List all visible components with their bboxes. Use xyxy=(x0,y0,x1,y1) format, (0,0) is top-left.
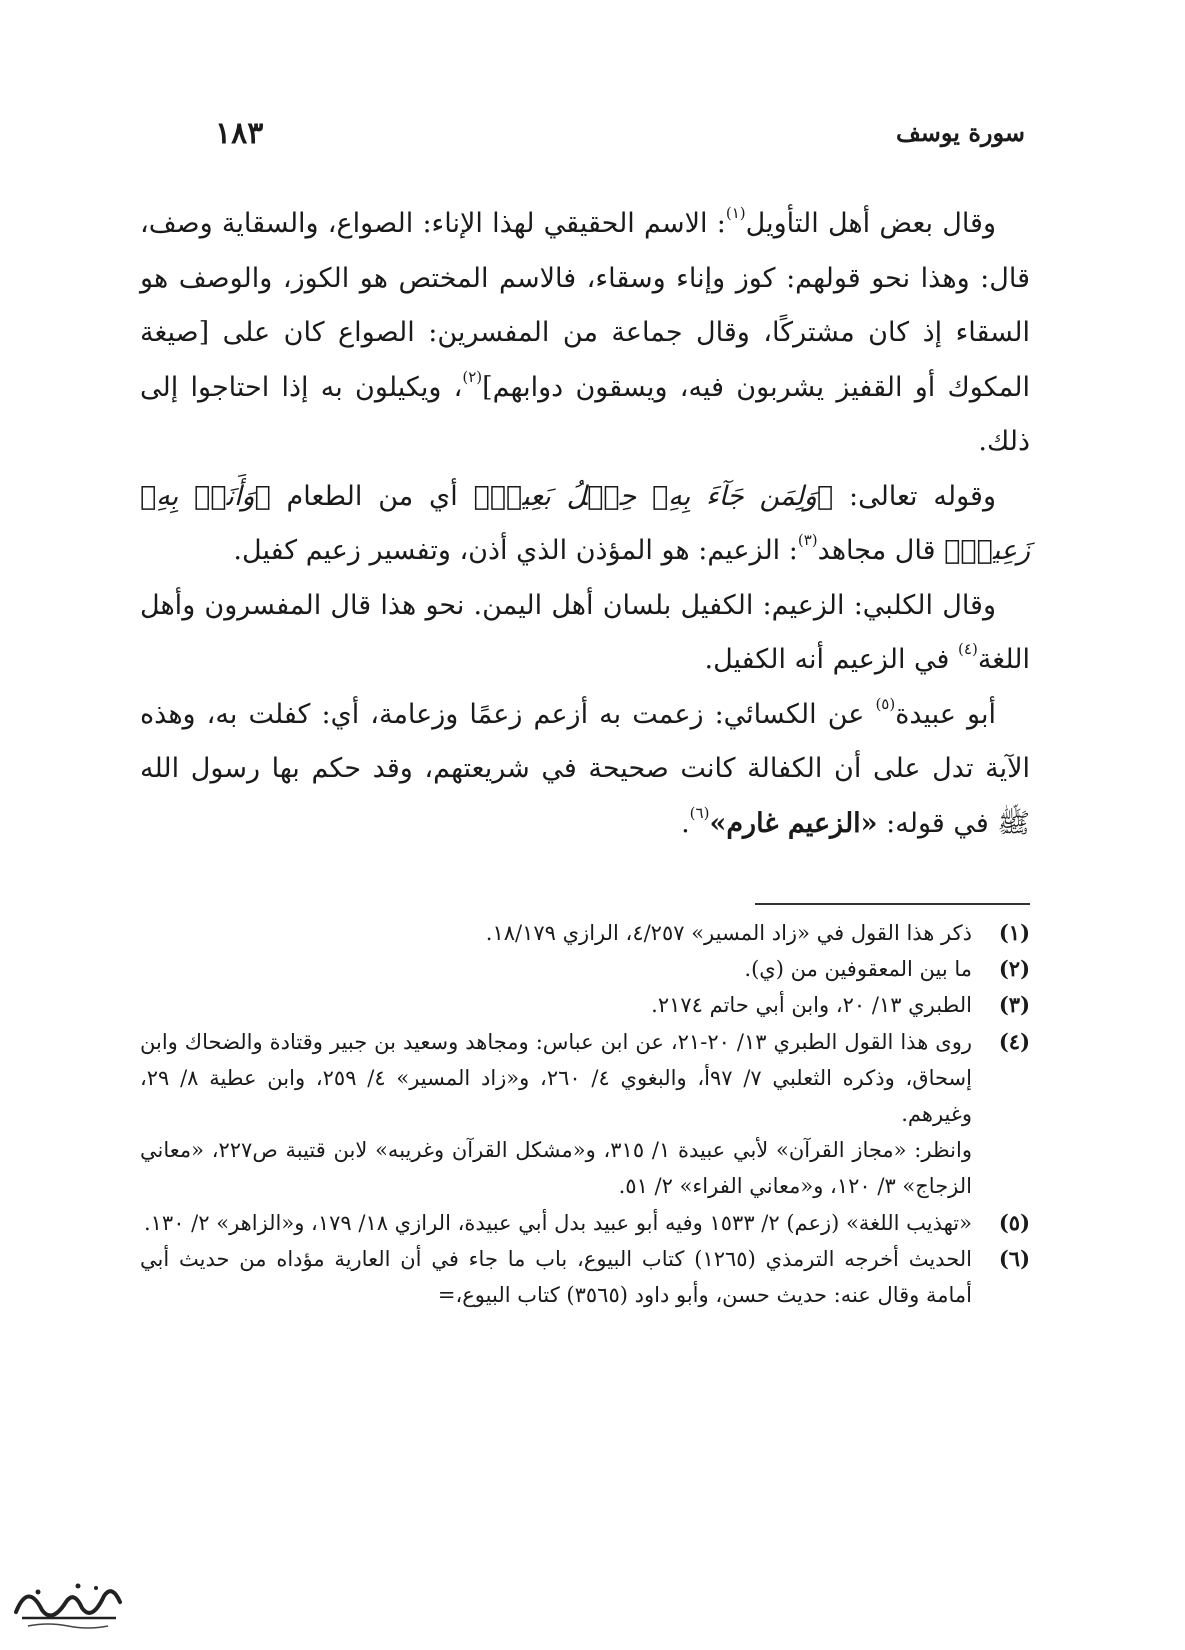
footnote-text: الطبري ١٣/ ٢٠، وابن أبي حاتم ٢١٧٤. xyxy=(651,993,972,1018)
quran-verse-1: ﴿وَلِمَن جَآءَ بِهِۦ حِمۡلُ بَعِيرٖ﴾ xyxy=(473,480,834,512)
p1-text-a: وقال بعض أهل التأويل xyxy=(745,208,996,239)
footnote-3 xyxy=(140,987,1030,1023)
p4-text-b: عن الكسائي: زعمت به أزعم زعمًا وزعامة، أي: كفلت به، وهذه الآية تدل على أن الكفالة كانت صحيحة في شريعتهم، وقد حكم بها رسول الله ﷺ في قوله: xyxy=(140,698,1030,839)
footnote-text: ما بين المعقوفين من (ي). xyxy=(744,957,972,982)
footnote-5 xyxy=(140,1205,1030,1241)
hadith-quote: «الزعيم غارم» xyxy=(709,807,878,839)
footnote-number: (٢) xyxy=(998,956,1030,982)
page-number: ١٨٣ xyxy=(215,116,264,151)
footnote-text: الحديث أخرجه الترمذي (١٢٦٥) كتاب البيوع، باب ما جاء في أن العارية مؤداه من حديث أبي أمامة وقال عنه: حديث حسن، وأبو داود (٣٥٦٥) كتاب البيوع،= xyxy=(140,1246,972,1308)
footnote-text-continued: وانظر: «مجاز القرآن» لأبي عبيدة ١/ ٣١٥، و«مشكل القرآن وغريبه» لابن قتيبة ص٢٢٧، «معاني الزجاج» ٣/ ١٢٠، و«معاني الفراء» ٢/ ٥١. xyxy=(140,1138,972,1199)
footnote-number: (٦) xyxy=(998,1245,1030,1271)
footnote-ref-6[interactable]: (٦) xyxy=(689,803,710,822)
p4-text-a: أبو عبيدة xyxy=(895,698,996,730)
footnote-ref-1[interactable]: (١) xyxy=(725,204,746,222)
footnote-ref-2[interactable]: (٢) xyxy=(462,367,483,386)
footnote-2 xyxy=(140,951,1030,987)
footnote-ref-3[interactable]: (٣) xyxy=(797,531,818,549)
footnote-text: «تهذيب اللغة» (زعم) ٢/ ١٥٣٣ وفيه أبو عبيد بدل أبي عبيدة، الرازي ١٨/ ١٧٩، و«الزاهر» ٢/ ١٣٠. xyxy=(143,1210,972,1235)
p1-text-c: ، ويكيلون به إذا احتاجوا إلى ذلك. xyxy=(140,371,1030,457)
footnote-ref-5[interactable]: (٥) xyxy=(875,694,896,713)
surah-title: سورة يوسف xyxy=(895,118,1025,147)
footnote-1 xyxy=(140,915,1030,951)
p2-text-a: وقوله تعالى: xyxy=(833,480,996,512)
footnote-text: ذكر هذا القول في «زاد المسير» ٤/٢٥٧، الرازي ١٨/١٧٩. xyxy=(485,921,972,945)
paragraph-3 xyxy=(140,579,1030,688)
p3-text-a: وقال الكلبي: الزعيم: الكفيل بلسان أهل اليمن. نحو هذا قال المفسرون وأهل اللغة xyxy=(140,589,1030,675)
p3-text-b: في الزعيم أنه الكفيل. xyxy=(704,644,959,675)
paragraph-4 xyxy=(140,688,1030,852)
footnote-4 xyxy=(140,1024,1030,1205)
footnote-ref-4[interactable]: (٤) xyxy=(958,640,978,658)
footnote-number: (١) xyxy=(998,920,1030,945)
p2-text-b: أي من الطعام xyxy=(270,480,474,512)
footnotes-section xyxy=(140,915,1030,1313)
p1-text-b: : الاسم الحقيقي لهذا الإناء: الصواع، والسقاية وصف، قال: وهذا نحو قولهم: كوز وإناء وسقاء، فالاسم المختص هو الكوز، والوصف هو السقاء إذ كان مشتركًا، وقال جماعة من المفسرين: الصواع كان على [صيغة المكوك أو القفيز يشربون فيه، ويسقون دوابهم] xyxy=(140,208,1030,403)
paragraph-1 xyxy=(140,197,1030,470)
footnote-number: (٤) xyxy=(998,1028,1030,1054)
main-text xyxy=(140,197,1030,851)
footnote-number: (٣) xyxy=(998,992,1030,1018)
publisher-logo-icon xyxy=(8,1572,128,1634)
p2-text-d: : الزعيم: هو المؤذن الذي أذن، وتفسير زعيم كفيل. xyxy=(233,535,798,566)
p4-text-c: . xyxy=(681,807,690,839)
footnote-separator xyxy=(755,903,1030,905)
quran-verse-2: ﴿وَأَنَا۠ بِهِۦ زَعِيمٞ﴾ xyxy=(140,480,1030,566)
footnote-6 xyxy=(140,1241,1030,1313)
p2-text-c: قال مجاهد xyxy=(817,535,945,566)
page-header xyxy=(215,118,1025,158)
paragraph-2 xyxy=(140,470,1030,579)
footnote-number: (٥) xyxy=(998,1209,1030,1235)
footnote-text: روى هذا القول الطبري ١٣/ ٢٠-٢١، عن ابن عباس: ومجاهد وسعيد بن جبير وقتادة والضحاك وابن إسحاق، وذكره الثعلبي ٧/ ٩٧أ، والبغوي ٤/ ٢٦٠، و«زاد المسير» ٤/ ٢٥٩، وابن عطية ٨/ ٢٩، وغيرهم. xyxy=(140,1029,972,1127)
